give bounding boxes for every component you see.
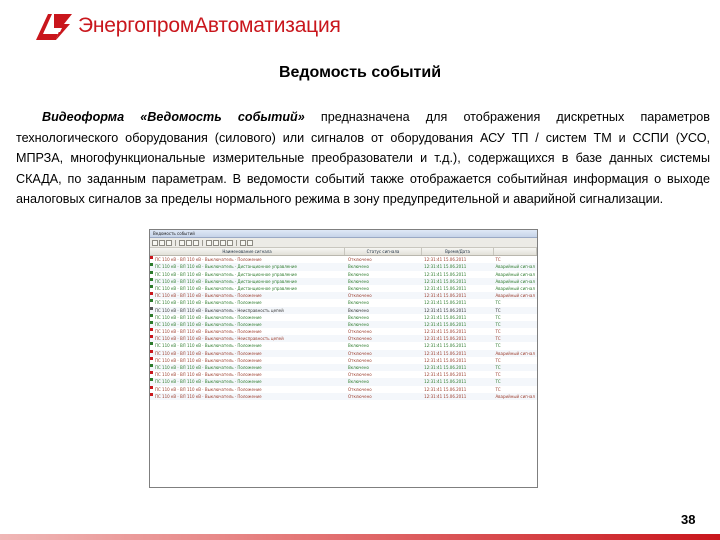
cell-state: Включено	[347, 271, 369, 277]
table-row[interactable]	[150, 328, 537, 335]
table-body	[150, 256, 537, 400]
cell-state: Включено	[347, 343, 369, 349]
cell-name: ПС 110 кВ · ВЛ 110 кВ · Выключатель · Положение	[154, 343, 262, 349]
signal-status-icon	[150, 278, 153, 281]
cell-time: 12:31:41 15.06.2011	[424, 257, 467, 263]
cell-time: 12:31:41 15.06.2011	[424, 285, 467, 291]
cell-name: ПС 110 кВ · ВЛ 110 кВ · Выключатель · Дистанционное управление	[154, 271, 297, 277]
cell-time: 12:31:41 15.06.2011	[424, 300, 467, 306]
table-row[interactable]	[150, 378, 537, 385]
signal-status-icon	[150, 364, 153, 367]
company-name: ЭнергопромАвтоматизация	[78, 14, 341, 37]
cell-name: ПС 110 кВ · ВЛ 110 кВ · Выключатель · Дистанционное управление	[154, 278, 297, 284]
cell-time: 12:31:41 15.06.2011	[424, 379, 467, 385]
cell-time: 12:31:41 15.06.2011	[424, 357, 467, 363]
toolbar-button[interactable]	[240, 240, 246, 246]
table-row[interactable]	[150, 342, 537, 349]
table-row[interactable]	[150, 278, 537, 285]
cell-name: ПС 110 кВ · ВЛ 110 кВ · Выключатель · Дистанционное управление	[154, 264, 297, 270]
toolbar-separator	[202, 240, 203, 246]
cell-name: ПС 110 кВ · ВЛ 110 кВ · Выключатель · Положение	[154, 257, 262, 263]
cell-state: Включено	[347, 278, 369, 284]
table-row[interactable]	[150, 321, 537, 328]
table-row[interactable]	[150, 292, 537, 299]
cell-time: 12:31:41 15.06.2011	[424, 372, 467, 378]
cell-kind: Аварийный сигнал	[495, 350, 535, 356]
table-row[interactable]	[150, 350, 537, 357]
signal-status-icon	[150, 371, 153, 374]
toolbar-button[interactable]	[186, 240, 192, 246]
signal-status-icon	[150, 307, 153, 310]
toolbar-button[interactable]	[247, 240, 253, 246]
signal-status-icon	[150, 271, 153, 274]
cell-time: 12:31:41 15.06.2011	[424, 386, 467, 392]
signal-status-icon	[150, 292, 153, 295]
cell-kind: ТС	[495, 386, 501, 392]
cell-state: Отключено	[347, 350, 372, 356]
table-row[interactable]	[150, 335, 537, 342]
cell-time: 12:31:41 15.06.2011	[424, 329, 467, 335]
events-table	[150, 248, 537, 400]
cell-kind: ТС	[495, 336, 501, 342]
cell-time: 12:31:41 15.06.2011	[424, 350, 467, 356]
events-window-screenshot	[149, 229, 538, 488]
cell-time: 12:31:41 15.06.2011	[424, 314, 467, 320]
signal-status-icon	[150, 299, 153, 302]
cell-time: 12:31:41 15.06.2011	[424, 278, 467, 284]
description-lead: Видеоформа «Ведомость событий»	[42, 110, 305, 124]
cell-state: Включено	[347, 285, 369, 291]
cell-state: Отключено	[347, 293, 372, 299]
cell-kind: ТС	[495, 372, 501, 378]
cell-name: ПС 110 кВ · ВЛ 110 кВ · Выключатель · Дистанционное управление	[154, 285, 297, 291]
page-title: Ведомость событий	[278, 64, 442, 81]
cell-time: 12:31:41 15.06.2011	[424, 264, 467, 270]
signal-status-icon	[150, 328, 153, 331]
cell-kind: ТС	[495, 300, 501, 306]
cell-state: Включено	[347, 379, 369, 385]
table-row[interactable]	[150, 256, 537, 263]
cell-name: ПС 110 кВ · ВЛ 110 кВ · Выключатель · Положение	[154, 386, 262, 392]
company-logo	[34, 10, 341, 42]
cell-time: 12:31:41 15.06.2011	[424, 307, 467, 313]
signal-status-icon	[150, 378, 153, 381]
toolbar-separator	[236, 240, 237, 246]
cell-state: Отключено	[347, 257, 372, 263]
cell-name: ПС 110 кВ · ВЛ 110 кВ · Выключатель · Положение	[154, 329, 262, 335]
signal-status-icon	[150, 321, 153, 324]
cell-state: Включено	[347, 365, 369, 370]
cell-time: 12:31:41 15.06.2011	[424, 365, 467, 370]
toolbar-button[interactable]	[166, 240, 172, 246]
cell-kind: ТС	[495, 307, 501, 313]
cell-time: 12:31:41 15.06.2011	[424, 271, 467, 277]
table-row[interactable]	[150, 307, 537, 314]
cell-name: ПС 110 кВ · ВЛ 110 кВ · Выключатель · Положение	[154, 372, 262, 378]
cell-name: ПС 110 кВ · ВЛ 110 кВ · Выключатель · Положение	[154, 321, 262, 327]
cell-time: 12:31:41 15.06.2011	[424, 343, 467, 349]
signal-status-icon	[150, 393, 153, 396]
table-row[interactable]	[150, 271, 537, 278]
signal-status-icon	[150, 256, 153, 259]
cell-time: 12:31:41 15.06.2011	[424, 321, 467, 327]
column-header-state[interactable]: Статус сигнала	[345, 248, 422, 255]
window-toolbar	[150, 238, 537, 248]
table-row[interactable]	[150, 285, 537, 292]
column-header-time[interactable]: Время/Дата	[422, 248, 494, 255]
cell-state: Включено	[347, 314, 369, 320]
cell-state: Включено	[347, 321, 369, 327]
table-row[interactable]	[150, 393, 537, 400]
table-row[interactable]	[150, 263, 537, 270]
table-row[interactable]	[150, 314, 537, 321]
toolbar-button[interactable]	[220, 240, 226, 246]
cell-name: ПС 110 кВ · ВЛ 110 кВ · Выключатель · Положение	[154, 393, 262, 399]
cell-time: 12:31:41 15.06.2011	[424, 336, 467, 342]
cell-kind: ТС	[495, 379, 501, 385]
toolbar-button[interactable]	[159, 240, 165, 246]
cell-state: Отключено	[347, 386, 372, 392]
column-header-name[interactable]: Наименование сигнала	[150, 248, 345, 255]
cell-name: ПС 110 кВ · ВЛ 110 кВ · Выключатель · Положение	[154, 314, 262, 320]
cell-state: Отключено	[347, 336, 372, 342]
toolbar-separator	[175, 240, 176, 246]
table-row[interactable]	[150, 364, 537, 371]
cell-name: ПС 110 кВ · ВЛ 110 кВ · Выключатель · Неисправность цепей	[154, 307, 284, 313]
cell-state: Отключено	[347, 329, 372, 335]
cell-state: Включено	[347, 264, 369, 270]
cell-name: ПС 110 кВ · ВЛ 110 кВ · Выключатель · Положение	[154, 365, 262, 370]
table-row[interactable]	[150, 386, 537, 393]
page-number: 38	[681, 512, 696, 527]
cell-kind: Аварийный сигнал	[495, 271, 535, 277]
footer-band	[0, 534, 720, 540]
column-header-kind[interactable]	[494, 248, 537, 255]
signal-status-icon	[150, 314, 153, 317]
signal-status-icon	[150, 263, 153, 266]
cell-time: 12:31:41 15.06.2011	[424, 293, 467, 299]
cell-name: ПС 110 кВ · ВЛ 110 кВ · Выключатель · Положение	[154, 293, 262, 299]
cell-name: ПС 110 кВ · ВЛ 110 кВ · Выключатель · Положение	[154, 379, 262, 385]
table-row[interactable]	[150, 299, 537, 306]
cell-state: Отключено	[347, 372, 372, 378]
cell-kind: ТС	[495, 314, 501, 320]
cell-name: ПС 110 кВ · ВЛ 110 кВ · Выключатель · Положение	[154, 357, 262, 363]
signal-status-icon	[150, 285, 153, 288]
cell-name: ПС 110 кВ · ВЛ 110 кВ · Выключатель · Неисправность цепей	[154, 336, 284, 342]
window-titlebar: Ведомость событий	[150, 230, 537, 238]
cell-kind: ТС	[495, 343, 501, 349]
signal-status-icon	[150, 386, 153, 389]
signal-status-icon	[150, 335, 153, 338]
signal-status-icon	[150, 342, 153, 345]
toolbar-button[interactable]	[152, 240, 158, 246]
toolbar-button[interactable]	[227, 240, 233, 246]
cell-kind: ТС	[495, 329, 501, 335]
toolbar-button[interactable]	[179, 240, 185, 246]
toolbar-button[interactable]	[213, 240, 219, 246]
table-row[interactable]	[150, 357, 537, 364]
table-header	[150, 248, 537, 256]
cell-kind: ТС	[495, 257, 501, 263]
toolbar-button[interactable]	[193, 240, 199, 246]
cell-kind: Аварийный сигнал	[495, 278, 535, 284]
cell-name: ПС 110 кВ · ВЛ 110 кВ · Выключатель · Положение	[154, 300, 262, 306]
cell-kind: ТС	[495, 365, 501, 370]
cell-time: 12:31:41 15.06.2011	[424, 393, 467, 399]
description	[16, 107, 710, 210]
cell-kind: Аварийный сигнал	[495, 285, 535, 291]
toolbar-button[interactable]	[206, 240, 212, 246]
cell-kind: Аварийный сигнал	[495, 264, 535, 270]
cell-kind: ТС	[495, 321, 501, 327]
logo-icon	[34, 10, 74, 42]
cell-state: Отключено	[347, 357, 372, 363]
signal-status-icon	[150, 357, 153, 360]
description-body: предназначена для отображения дискретных параметров технологического оборудования (силового) или сигналов от оборудования АСУ ТП / систем ТМ и ССПИ (УСО, МПРЗА, многофункциональные измерительные преобразователи и т.д.), содержащихся в базе данных системы СКАДА, по заданным параметрам. В ведомости событий также отображается событийная информация о выходе аналоговых сигналов за пределы нормального режима в зону предупредительной и аварийной сигнализации.	[16, 110, 710, 206]
cell-state: Включено	[347, 300, 369, 306]
cell-kind: Аварийный сигнал	[495, 293, 535, 299]
table-row[interactable]	[150, 371, 537, 378]
cell-kind: ТС	[495, 357, 501, 363]
signal-status-icon	[150, 350, 153, 353]
cell-kind: Аварийный сигнал	[495, 393, 535, 399]
cell-name: ПС 110 кВ · ВЛ 110 кВ · Выключатель · Положение	[154, 350, 262, 356]
cell-state: Отключено	[347, 393, 372, 399]
cell-state: Включено	[347, 307, 369, 313]
